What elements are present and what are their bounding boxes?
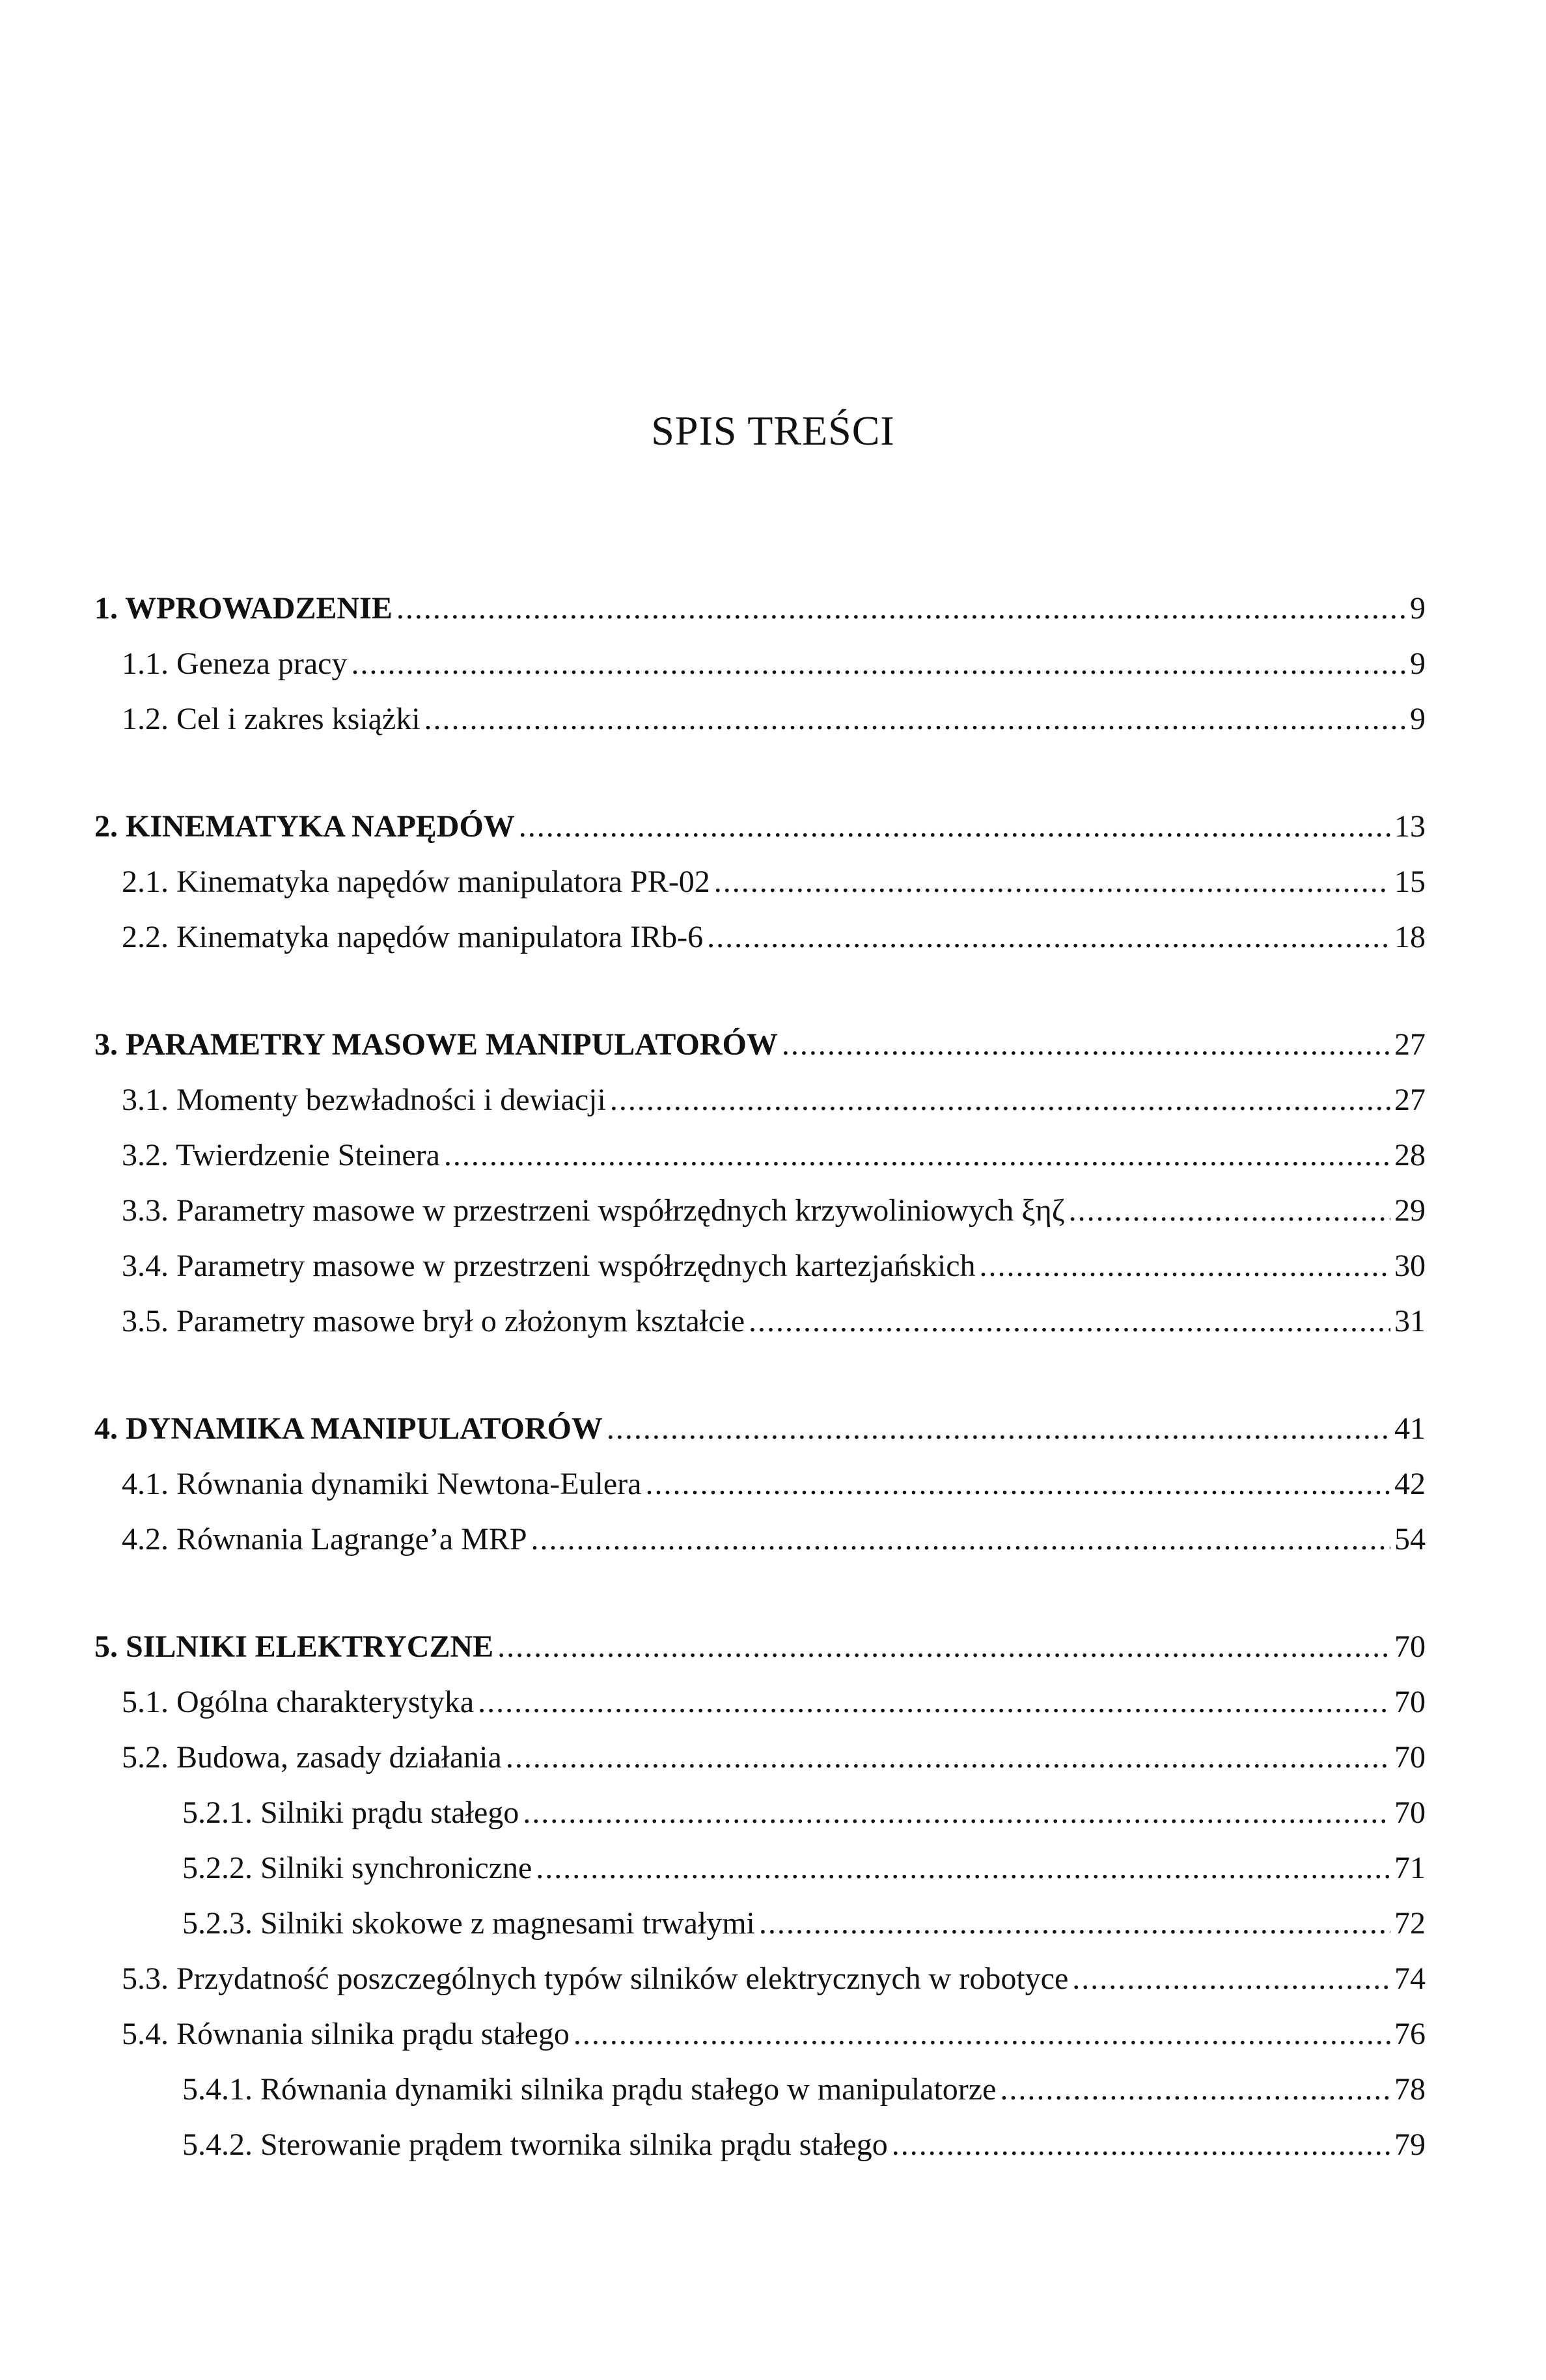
toc-entry-page: 70 [1394, 1740, 1426, 1775]
toc-leader-dots [519, 807, 1390, 846]
toc-leader-dots [1069, 1191, 1390, 1230]
toc-leader-dots [444, 1136, 1390, 1175]
toc-entry-label: 4.2. Równania Lagrange’a MRP [122, 1522, 527, 1557]
toc-leader-dots [749, 1302, 1390, 1341]
toc-entry[interactable] [122, 1136, 1426, 1175]
toc-entry[interactable] [182, 2125, 1426, 2165]
toc-entry-page: 42 [1394, 1467, 1426, 1501]
toc-entry[interactable] [122, 1081, 1426, 1120]
toc-entry[interactable] [122, 1191, 1426, 1230]
toc-entry-label: 5.2. Budowa, zasady działania [122, 1740, 502, 1775]
toc-entry-label: 2.2. Kinematyka napędów manipulatora IRb-6 [122, 920, 704, 954]
toc-entry[interactable] [94, 589, 1426, 628]
toc-entry-page: 71 [1394, 1851, 1426, 1885]
toc-entry[interactable] [122, 644, 1426, 684]
toc-entry-label: 5.4.2. Sterowanie prądem twornika silnika prądu stałego [182, 2127, 888, 2162]
toc-entry[interactable] [94, 1409, 1426, 1448]
toc-entry-page: 18 [1394, 920, 1426, 954]
toc-entry[interactable] [122, 1959, 1426, 1999]
toc-entry[interactable] [122, 2015, 1426, 2054]
toc-entry[interactable] [122, 700, 1426, 739]
toc-entry-page: 70 [1394, 1629, 1426, 1664]
toc-leader-dots [536, 1849, 1390, 1888]
toc-entry-label: 1.2. Cel i zakres książki [122, 702, 421, 736]
toc-leader-dots [707, 918, 1390, 957]
toc-entry-label: 3.2. Twierdzenie Steinera [122, 1138, 440, 1172]
toc-entry-label: 2.1. Kinematyka napędów manipulatora PR-02 [122, 865, 710, 899]
toc-entry-page: 9 [1410, 702, 1426, 736]
toc-entry-page: 30 [1394, 1249, 1426, 1283]
toc-entry-label: 3. PARAMETRY MASOWE MANIPULATORÓW [94, 1027, 778, 1062]
toc-leader-dots [607, 1409, 1390, 1448]
toc-entry-page: 78 [1394, 2072, 1426, 2107]
toc-entry-page: 41 [1394, 1411, 1426, 1446]
toc-entry[interactable] [122, 863, 1426, 902]
toc-leader-dots [424, 700, 1406, 739]
toc-entry[interactable] [94, 1025, 1426, 1064]
toc-entry-label: 3.5. Parametry masowe brył o złożonym kształcie [122, 1304, 745, 1338]
toc-leader-dots [980, 1247, 1390, 1286]
toc-entry-page: 28 [1394, 1138, 1426, 1172]
toc-entry-label: 5.4. Równania silnika prądu stałego [122, 2017, 570, 2051]
toc-entry-page: 15 [1394, 865, 1426, 899]
toc-entry-label: 5.4.1. Równania dynamiki silnika prądu stałego w manipulatorze [182, 2072, 997, 2107]
toc-entry-page: 74 [1394, 1961, 1426, 1996]
toc-entry-page: 72 [1394, 1906, 1426, 1941]
toc-leader-dots [1000, 2070, 1390, 2109]
toc-entry-page: 70 [1394, 1685, 1426, 1719]
toc-leader-dots [645, 1465, 1390, 1504]
toc-entry[interactable] [122, 1520, 1426, 1559]
toc-entry[interactable] [122, 1302, 1426, 1341]
toc-entry[interactable] [94, 1627, 1426, 1667]
toc-entry-label: 5.2.3. Silniki skokowe z magnesami trwałymi [182, 1906, 755, 1941]
toc-entry[interactable] [182, 2070, 1426, 2109]
toc-entry-page: 76 [1394, 2017, 1426, 2051]
toc-entry-page: 9 [1410, 646, 1426, 681]
toc-entry[interactable] [122, 1465, 1426, 1504]
toc-entry-page: 13 [1394, 809, 1426, 844]
toc-entry[interactable] [122, 1738, 1426, 1777]
toc-entry-label: 5.2.1. Silniki prądu stałego [182, 1795, 519, 1830]
page-title: SPIS TREŚCI [651, 408, 895, 454]
toc-entry[interactable] [122, 1683, 1426, 1722]
toc-leader-dots [610, 1081, 1390, 1120]
toc-leader-dots [573, 2015, 1390, 2054]
toc-entry-page: 54 [1394, 1522, 1426, 1557]
toc-entry[interactable] [122, 1247, 1426, 1286]
toc-entry[interactable] [94, 807, 1426, 846]
toc-entry-page: 27 [1394, 1027, 1426, 1062]
toc-entry-page: 9 [1410, 591, 1426, 626]
toc-entry-label: 3.1. Momenty bezwładności i dewiacji [122, 1083, 606, 1117]
toc-entry[interactable] [122, 918, 1426, 957]
toc-entry-page: 29 [1394, 1193, 1426, 1228]
toc-leader-dots [714, 863, 1390, 902]
toc-leader-dots [523, 1793, 1390, 1833]
toc-leader-dots [1072, 1959, 1390, 1999]
toc-entry-label: 1. WPROWADZENIE [94, 591, 393, 626]
toc-entry-label: 5.3. Przydatność poszczególnych typów silników elektrycznych w robotyce [122, 1961, 1069, 1996]
toc-entry-label: 2. KINEMATYKA NAPĘDÓW [94, 809, 515, 844]
toc-leader-dots [497, 1627, 1390, 1667]
toc-entry-label: 4. DYNAMIKA MANIPULATORÓW [94, 1411, 603, 1446]
toc-entry-page: 79 [1394, 2127, 1426, 2162]
toc-leader-dots [531, 1520, 1390, 1559]
toc-entry-page: 31 [1394, 1304, 1426, 1338]
toc-entry[interactable] [182, 1904, 1426, 1943]
toc-leader-dots [759, 1904, 1390, 1943]
toc-entry-label: 1.1. Geneza pracy [122, 646, 348, 681]
toc-leader-dots [396, 589, 1406, 628]
toc-leader-dots [892, 2125, 1390, 2165]
toc-entry-label: 3.4. Parametry masowe w przestrzeni współrzędnych kartezjańskich [122, 1249, 976, 1283]
toc-entry-page: 70 [1394, 1795, 1426, 1830]
toc-entry[interactable] [182, 1849, 1426, 1888]
toc-entry-page: 27 [1394, 1083, 1426, 1117]
toc-entry-label: 5.2.2. Silniki synchroniczne [182, 1851, 532, 1885]
toc-entry-label: 4.1. Równania dynamiki Newtona-Eulera [122, 1467, 642, 1501]
toc-entry[interactable] [182, 1793, 1426, 1833]
toc-entry-label: 3.3. Parametry masowe w przestrzeni współrzędnych krzywoliniowych ξηζ [122, 1193, 1065, 1228]
toc-leader-dots [506, 1738, 1390, 1777]
toc-entry-label: 5. SILNIKI ELEKTRYCZNE [94, 1629, 494, 1664]
toc-leader-dots [478, 1683, 1390, 1722]
toc-leader-dots [782, 1025, 1390, 1064]
toc-leader-dots [351, 644, 1406, 684]
toc-entry-label: 5.1. Ogólna charakterystyka [122, 1685, 475, 1719]
